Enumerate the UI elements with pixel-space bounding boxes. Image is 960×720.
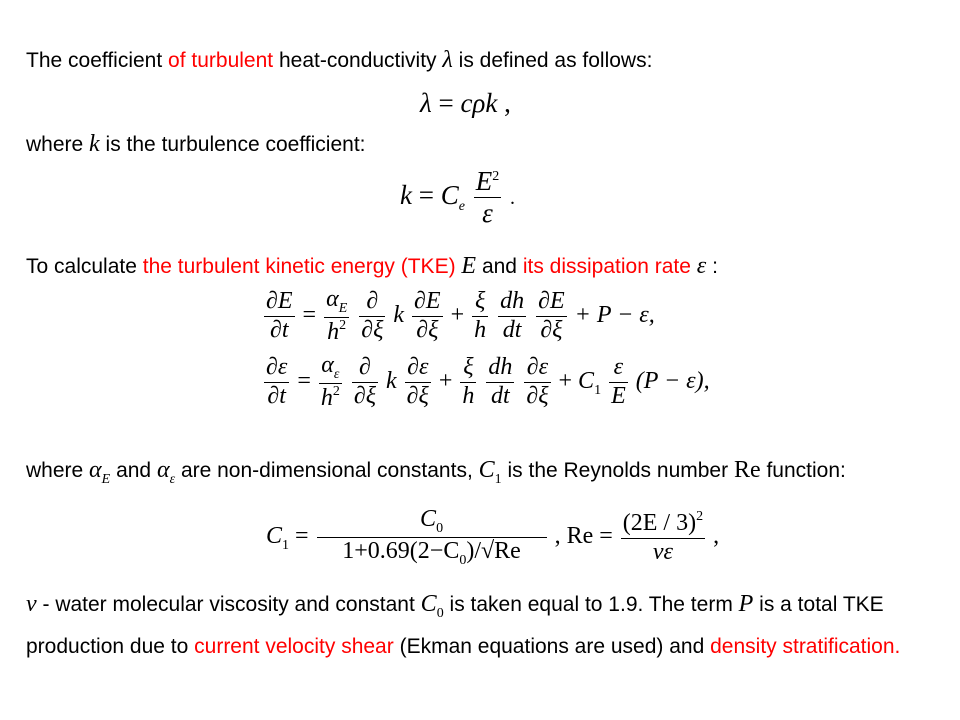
- math-symbol: $C_0$: [420, 591, 444, 621]
- math-symbol: E: [461, 253, 477, 279]
- math-symbol: k: [89, 131, 100, 157]
- highlighted-text: density stratification.: [710, 635, 901, 658]
- text-segment: heat-conductivity: [278, 49, 437, 72]
- text-segment: The coefficient: [26, 49, 163, 72]
- sentence-production: production due to current velocity shear (Ekman equations are used) and density stratification.: [26, 635, 901, 658]
- equation-k: $k = C_e$ $\frac{E^2}{\varepsilon}$ .: [400, 166, 515, 229]
- text-segment: is defined as follows:: [458, 49, 653, 72]
- math-symbol: $C_1$: [478, 457, 502, 487]
- math-symbol: ε: [696, 253, 707, 279]
- highlighted-text: of turbulent: [168, 49, 274, 72]
- sentence-viscosity: ν - water molecular viscosity and constant $C_0$ is taken equal to 1.9. The term P is a total TKE: [26, 591, 884, 621]
- highlighted-text: current velocity shear: [194, 635, 394, 658]
- equation-dissipation: $\frac{\partial\varepsilon}{\partial t}$ = $\frac{\alpha_\varepsilon}{h^2}$ $\frac{\partial}{\partial\xi}$ k $\frac{\partial\varepsilon}{\partial\xi}$ + $\frac{\xi}{h}$ $\frac{dh}{dt}$ $\frac{\partial\varepsilon}{\partial\xi}$ + $C_1$ $\frac{\varepsilon}{E}$ (P − ε),: [266, 352, 710, 412]
- math-symbol: Re: [733, 457, 761, 483]
- math-symbol: $\alpha_\varepsilon$: [156, 457, 176, 487]
- sentence-turbulence-coefficient: where k is the turbulence coefficient:: [26, 131, 366, 157]
- math-symbol: ν: [26, 591, 37, 617]
- fraction: $\frac{E^2}{\varepsilon}$: [475, 166, 500, 229]
- equation-c1: $C_1$ = $\frac{C_0}{1+0.69(2-C_0)/√Re}$ , Re = $\frac{(2E / 3)^2}{\nu\varepsilon}$ ,: [266, 506, 720, 569]
- sentence-tke: To calculate the turbulent kinetic energy (TKE) E and its dissipation rate ε :: [26, 253, 718, 279]
- equation-tke: $\frac{\partial E}{\partial t}$ = $\frac{\alpha_E}{h^2}$ $\frac{\partial}{\partial\xi}$ k $\frac{\partial E}{\partial\xi}$ + $\frac{\xi}{h}$ $\frac{dh}{dt}$ $\frac{\partial E}{\partial\xi}$ + P − ε,: [266, 286, 655, 346]
- equation-lambda: λ = cρk ,: [420, 88, 511, 118]
- math-symbol: λ: [442, 47, 453, 73]
- sentence-heat-conductivity: [26, 48, 652, 72]
- math-symbol: $\alpha_E$: [89, 457, 111, 487]
- highlighted-text: the turbulent kinetic energy (TKE): [142, 255, 456, 278]
- highlighted-text: its dissipation rate: [522, 255, 691, 278]
- math-symbol: P: [738, 591, 754, 617]
- sentence-constants: where $\alpha_E$ and $\alpha_\varepsilon$ are non-dimensional constants, $C_1$ is the Reynolds number Re function:: [26, 457, 846, 487]
